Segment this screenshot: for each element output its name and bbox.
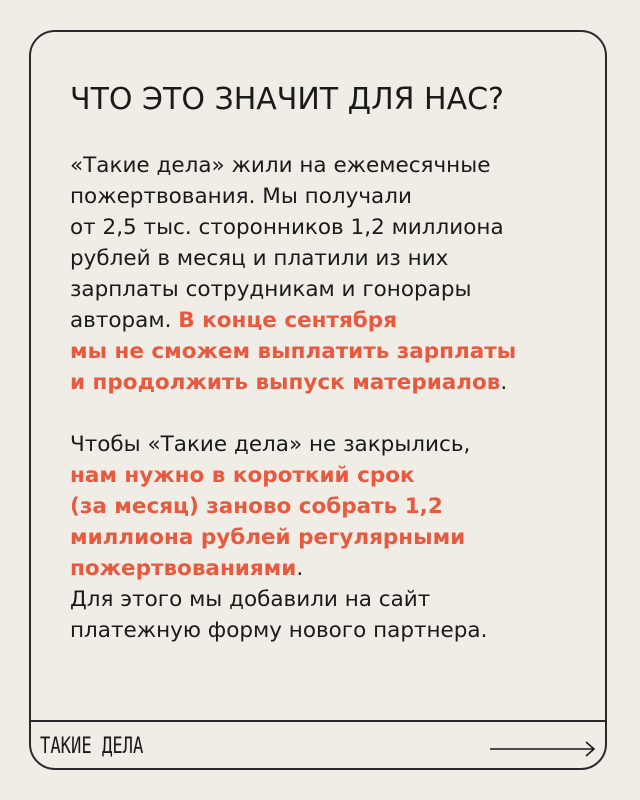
highlight-text: и продолжить выпуск материалов: [70, 370, 501, 395]
highlight-text: В конце сентября: [178, 308, 397, 333]
text-line: [70, 553, 590, 584]
brand-logo: ТАКИЕ ДЕЛА: [40, 734, 144, 759]
text-line: платежную форму нового партнера.: [70, 618, 488, 643]
body-text: [70, 150, 590, 646]
text-line: [70, 367, 590, 398]
paragraph-1: [70, 150, 590, 398]
highlight-text: нам нужно в короткий срок: [70, 463, 415, 488]
text-plain: .: [500, 370, 508, 395]
paragraph-2: [70, 429, 590, 646]
highlight-text: пожертвованиями: [70, 556, 297, 581]
text-plain: .: [296, 556, 304, 581]
text-line: зарплаты сотрудникам и гонорары: [70, 277, 472, 302]
highlight-text: миллиона рублей регулярными: [70, 525, 466, 550]
text-line: от 2,5 тыс. сторонников 1,2 миллиона: [70, 215, 504, 240]
highlight-text: (за месяц) заново собрать 1,2: [70, 494, 443, 519]
text-line: «Такие дела» жили на ежемесячные: [70, 153, 491, 178]
highlight-text: мы не сможем выплатить зарплаты: [70, 339, 517, 364]
text-plain: авторам.: [70, 308, 179, 333]
text-line: пожертвования. Мы получали: [70, 184, 412, 209]
footer-divider: [29, 720, 607, 722]
page-title: ЧТО ЭТО ЗНАЧИТ ДЛЯ НАС?: [70, 82, 504, 117]
text-line: рублей в месяц и платили из них: [70, 246, 449, 271]
text-line: Чтобы «Такие дела» не закрылись,: [70, 432, 471, 457]
arrow-right-icon[interactable]: [490, 738, 596, 760]
text-line: Для этого мы добавили на сайт: [70, 587, 431, 612]
text-line: [70, 305, 590, 336]
